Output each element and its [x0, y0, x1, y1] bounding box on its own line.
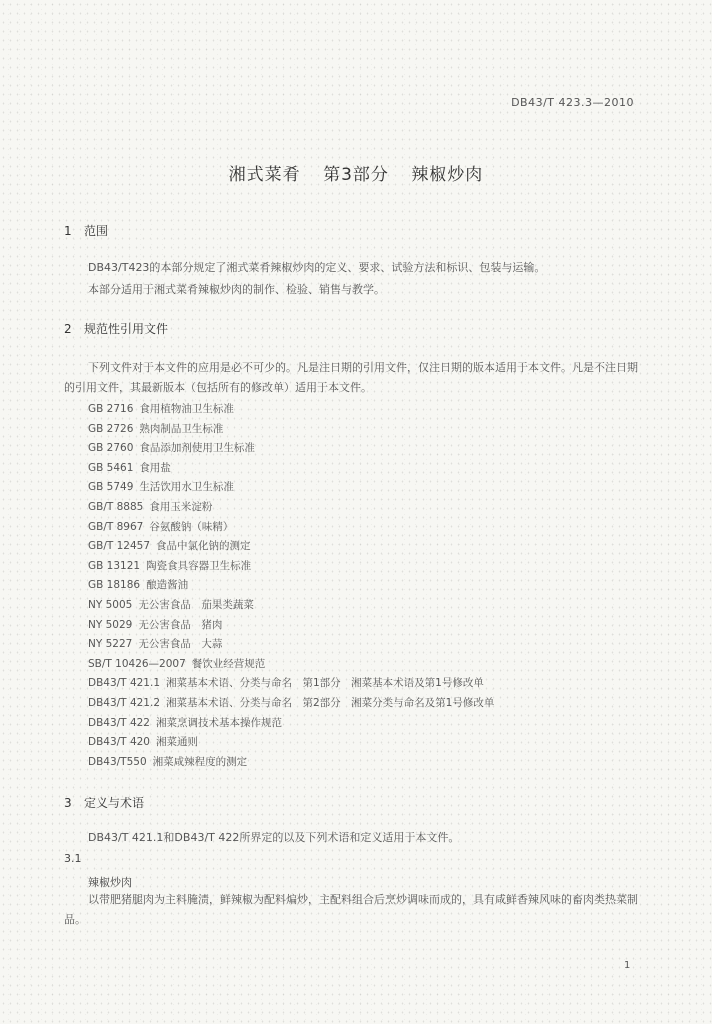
reference-item	[88, 635, 494, 655]
reference-name: 无公害食品 大蒜	[138, 638, 223, 651]
reference-name: 食用玉米淀粉	[149, 500, 213, 513]
section-number: 3	[64, 796, 72, 810]
reference-item	[88, 400, 494, 420]
section-2-intro: 下列文件对于本文件的应用是必不可少的。凡是注日期的引用文件，仅注日期的版本适用于本文件。凡是不注日期的引用文件，其最新版本（包括所有的修改单）适用于本文件。	[64, 361, 638, 394]
reference-code: NY 5005	[88, 598, 133, 611]
reference-item	[88, 537, 494, 557]
section-3-intro: DB43/T 421.1和DB43/T 422所界定的以及下列术语和定义适用于本文件。	[88, 831, 460, 844]
reference-code: DB43/T550	[88, 755, 147, 768]
reference-name: 湘菜通则	[155, 736, 198, 749]
section-1-heading	[64, 222, 108, 239]
reference-item	[88, 518, 494, 538]
reference-code: GB/T 8885	[88, 500, 144, 513]
reference-name: 谷氨酸钠（味精）	[149, 520, 234, 533]
reference-item	[88, 714, 494, 734]
reference-code: GB/T 12457	[88, 540, 151, 553]
reference-item	[88, 616, 494, 636]
reference-name: 食用植物油卫生标准	[139, 403, 234, 415]
reference-name: 陶瓷食具容器卫生标准	[146, 559, 252, 572]
reference-name: 餐饮业经营规范	[191, 657, 266, 670]
reference-item	[88, 557, 494, 577]
page-number: 1	[624, 960, 631, 971]
reference-name: 湘菜基本术语、分类与命名 第1部分 湘菜基本术语及第1号修改单	[166, 677, 484, 690]
section-number: 2	[64, 322, 72, 336]
reference-item	[88, 655, 494, 675]
reference-code: GB 18186	[88, 579, 141, 592]
reference-item	[88, 674, 494, 694]
title-part-2: 第3部分	[323, 165, 389, 185]
reference-name: 生活饮用水卫生标准	[139, 481, 234, 494]
section-title: 范围	[84, 224, 109, 238]
reference-code: DB43/T 420	[88, 736, 150, 749]
section-title: 定义与术语	[84, 796, 145, 810]
reference-code: DB43/T 421.1	[88, 677, 160, 690]
reference-name: 无公害食品 茄果类蔬菜	[138, 598, 254, 611]
reference-item	[88, 576, 494, 596]
reference-name: 酿造酱油	[146, 579, 189, 592]
reference-item	[88, 694, 494, 714]
reference-code: NY 5227	[88, 638, 133, 651]
section-3-heading	[64, 794, 144, 811]
reference-item	[88, 478, 494, 498]
reference-code: GB/T 8967	[88, 520, 144, 533]
reference-code: GB 5461	[88, 461, 134, 474]
reference-item	[88, 459, 494, 479]
reference-code: GB 13121	[88, 559, 141, 572]
reference-name: 食品中氯化钠的测定	[156, 540, 251, 553]
term-definition: 以带肥猪腿肉为主料腌渍，鲜辣椒为配料煸炒，主配料组合后烹炒调味而成的，具有咸鲜香辣风味的畜肉类热菜制品。	[64, 893, 638, 926]
reference-name: 食品添加剂使用卫生标准	[139, 442, 255, 455]
reference-code: GB 5749	[88, 481, 134, 494]
title-part-3: 辣椒炒肉	[411, 165, 484, 185]
reference-item	[88, 733, 494, 753]
section-2-heading	[64, 320, 168, 337]
reference-name: 湘菜烹调技术基本操作规范	[155, 716, 282, 729]
reference-item	[88, 420, 494, 440]
title-part-1: 湘式菜肴	[228, 165, 301, 185]
reference-item	[88, 439, 494, 459]
section-title: 规范性引用文件	[84, 322, 169, 336]
reference-code: DB43/T 421.2	[88, 696, 160, 709]
reference-code: GB 2716	[88, 403, 134, 415]
standard-code: DB43/T 423.3—2010	[511, 96, 634, 109]
subsection-number: 3.1	[64, 852, 82, 865]
reference-code: NY 5029	[88, 618, 133, 631]
reference-item	[88, 498, 494, 518]
reference-code: DB43/T 422	[88, 716, 150, 729]
reference-name: 湘菜咸辣程度的测定	[152, 755, 248, 768]
reference-name: 食用盐	[139, 461, 171, 474]
section-1-para-2: 本部分适用于湘式菜肴辣椒炒肉的制作、检验、销售与教学。	[88, 283, 385, 296]
reference-code: GB 2760	[88, 442, 134, 455]
normative-references-list	[88, 400, 494, 772]
document-title	[0, 160, 712, 185]
reference-item	[88, 753, 494, 773]
reference-code: SB/T 10426—2007	[88, 657, 186, 670]
section-1-para-1: DB43/T423的本部分规定了湘式菜肴辣椒炒肉的定义、要求、试验方法和标识、包装与运输。	[88, 261, 546, 274]
reference-item	[88, 596, 494, 616]
section-number: 1	[64, 224, 72, 238]
term-name: 辣椒炒肉	[88, 876, 132, 889]
reference-name: 湘菜基本术语、分类与命名 第2部分 湘菜分类与命名及第1号修改单	[166, 696, 495, 709]
reference-code: GB 2726	[88, 422, 134, 435]
reference-name: 熟肉制品卫生标准	[139, 422, 224, 435]
reference-name: 无公害食品 猪肉	[138, 618, 223, 631]
